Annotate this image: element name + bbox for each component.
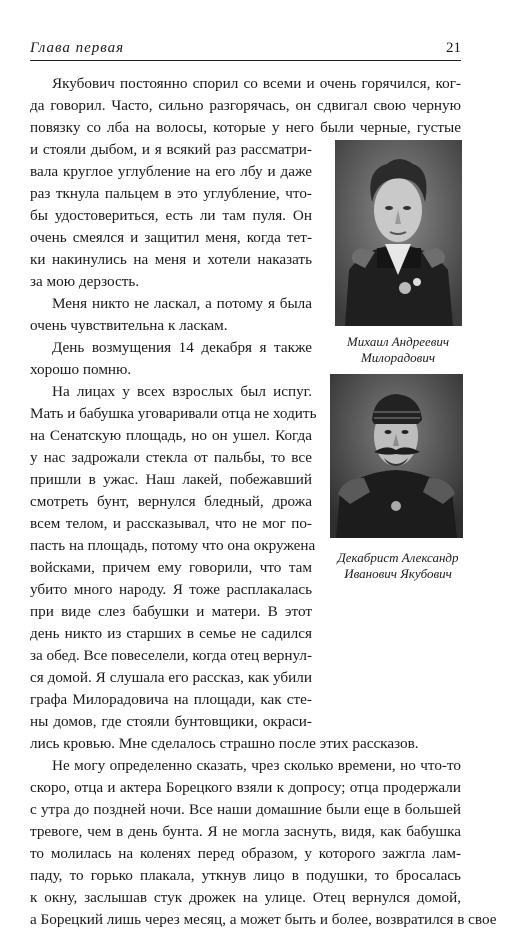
running-header	[30, 40, 461, 61]
text-line: Меня никто не ласкал, а потому я была	[52, 295, 312, 312]
text-line: паду, то горько плакала, уткнув лицо в подушки, то бросалась	[30, 867, 461, 884]
text-line: день никто из старших в семье не садился	[30, 625, 312, 642]
portrait1-caption	[323, 334, 473, 366]
text-line: повязку со лба на волосы, которые у него были черные, густые	[30, 119, 461, 136]
caption-line: Михаил Андреевич	[346, 334, 450, 349]
text-line: всем телом, и рассказывал, что не мог по-	[30, 515, 312, 532]
text-line: вала круглое углубление на его лбу и даже	[30, 163, 312, 180]
text-line: скоро, отца и актера Борецкого взяли к допросу; отца продержали	[30, 779, 461, 796]
text-line: очень чувствительна к ласкам.	[30, 317, 228, 334]
text-line: пасть на площадь, потому что она окружена	[30, 537, 316, 554]
text-line: за обед. Все повеселели, когда отец вернул-	[30, 647, 313, 664]
text-line: Якубович постоянно спорил со всеми и очень горячился, ког-	[52, 75, 461, 92]
text-line: День возмущения 14 декабря я также	[52, 339, 312, 356]
text-line: да говорил. Часто, сильно разгорячась, он сдвигал свою черную	[30, 97, 461, 114]
text-line: с утра до поздней ночи. Все наши домашние были еще в большей	[30, 801, 461, 818]
text-line: очень смеялся и защитил меня, когда тет-	[30, 229, 312, 246]
chapter-title: Глава первая	[30, 40, 125, 56]
text-line: пришли в ужас. Наш лакей, побежавший	[30, 471, 312, 488]
text-line: убито много народу. Я тоже расплакалась	[30, 581, 312, 598]
text-line: ки накинулись на меня и хотели наказать	[30, 251, 312, 268]
text-line: На лицах у всех взрослых был испуг.	[52, 383, 312, 400]
text-line: а Борецкий лишь через месяц, а может быть и более, возвратился в свое	[30, 911, 497, 928]
caption-line: Милорадович	[360, 350, 436, 365]
text-line: Мать и бабушка уговаривали отца не ходить	[30, 405, 317, 422]
page-number: 21	[446, 40, 461, 56]
text-line: войсками, причем ему говорили, что там	[30, 559, 312, 576]
text-line: к окну, заслышав стук дрожек на улице. Отец вернулся домой,	[30, 889, 461, 906]
text-line: лись кровью. Мне сделалось страшно после этих рассказов.	[30, 735, 419, 752]
text-line: хорошо помню.	[30, 361, 132, 378]
text-line: Не могу определенно сказать, чрез сколько времени, но что-то	[52, 757, 461, 774]
text-line: то молилась на коленях перед образом, у которого зажгла лам-	[30, 845, 461, 862]
text-line: смотреть бунт, вернулся бледный, дрожа	[30, 493, 312, 510]
text-line: за мою дерзость.	[30, 273, 140, 290]
text-line: раз ткнула пальцем в это углубление, что-	[30, 185, 312, 202]
portrait-yakubovich	[330, 374, 463, 538]
text-line: на Сенатскую площадь, но он ушел. Когда	[30, 427, 312, 444]
text-line: у нас задрожали стекла от пальбы, то все	[30, 449, 312, 466]
caption-line: Декабрист Александр	[337, 550, 459, 565]
text-line: ся домой. Я слушала его рассказ, как убили	[30, 669, 312, 686]
text-line: и стояли дыбом, и я всякий раз рассматри-	[30, 141, 312, 158]
portrait2-caption	[323, 550, 473, 582]
caption-line: Иванович Якубович	[344, 566, 452, 581]
text-line: графа Милорадовича на площади, как сте-	[30, 691, 312, 708]
text-line: при виде слез бабушки и матери. В этот	[30, 603, 312, 620]
portrait-miloradovich	[335, 140, 462, 326]
text-line: ны домов, где стояли бунтовщики, окраси-	[30, 713, 312, 730]
text-line: бы удостовериться, есть ли там пуля. Он	[30, 207, 312, 224]
text-line: тревоге, чем в день бунта. Я не могла заснуть, видя, как бабушка	[30, 823, 461, 840]
